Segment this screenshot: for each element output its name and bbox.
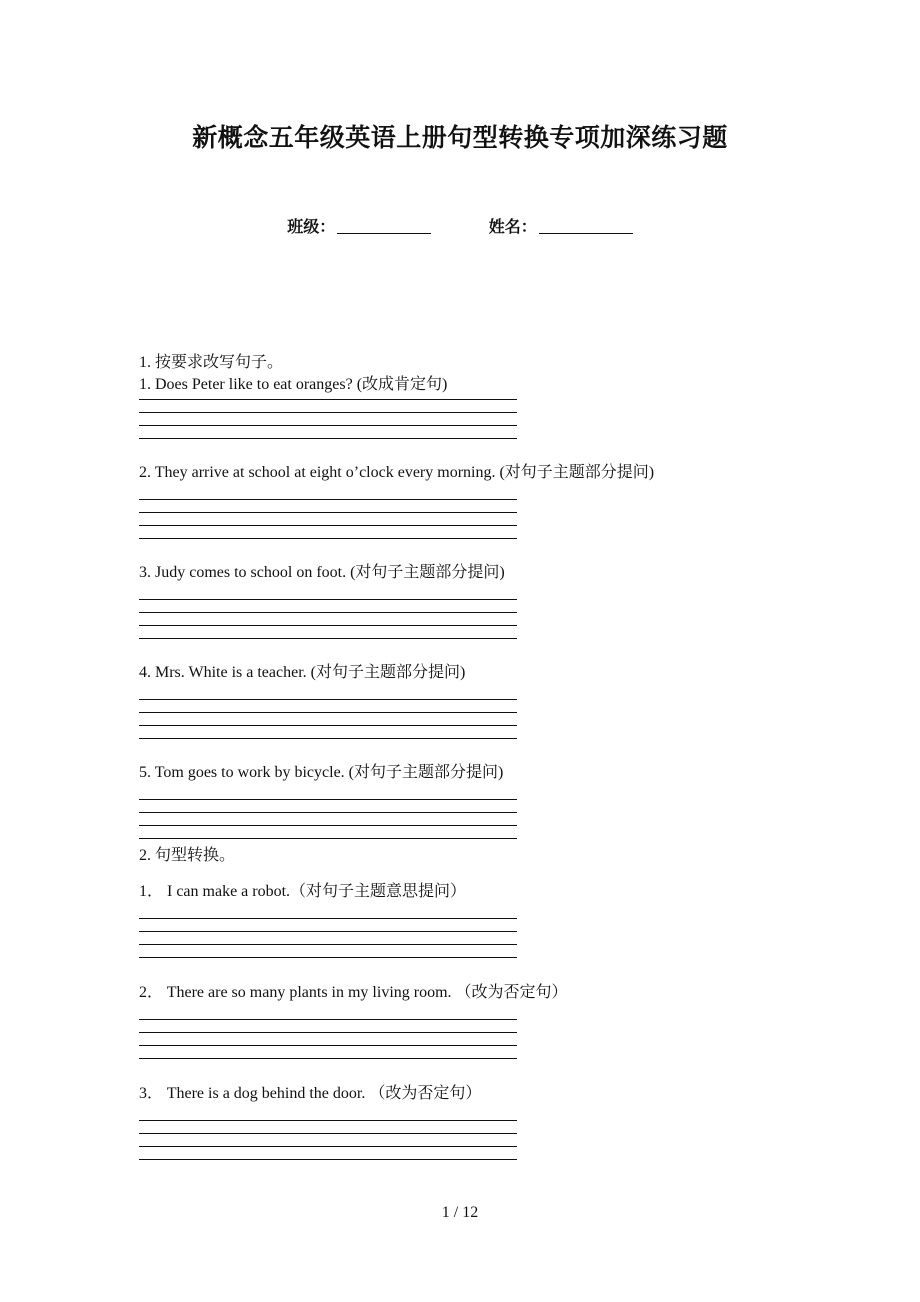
answer-line[interactable]: [139, 1108, 517, 1121]
answer-line[interactable]: [139, 400, 517, 413]
answer-area[interactable]: [139, 687, 517, 739]
answer-line[interactable]: [139, 587, 517, 600]
answer-line[interactable]: [139, 1033, 517, 1046]
answer-line[interactable]: [139, 413, 517, 426]
answer-line[interactable]: [139, 487, 517, 500]
question-text: 3. Judy comes to school on foot. (对句子主题部分提问): [139, 564, 505, 581]
question-text: 3． There is a dog behind the door. （改为否定句）: [139, 1085, 482, 1102]
name-blank[interactable]: [539, 233, 633, 234]
question-text: 1． I can make a robot.（对句子主题意思提问）: [139, 883, 467, 900]
question-block: [139, 374, 779, 439]
answer-line[interactable]: [139, 1007, 517, 1020]
answer-line[interactable]: [139, 713, 517, 726]
answer-area[interactable]: [139, 399, 517, 439]
question-block: [139, 562, 779, 639]
answer-line[interactable]: [139, 932, 517, 945]
answer-line[interactable]: [139, 1147, 517, 1160]
answer-area[interactable]: [139, 1108, 517, 1160]
answer-line[interactable]: [139, 426, 517, 439]
question-block: [139, 982, 779, 1059]
answer-line[interactable]: [139, 626, 517, 639]
class-field: [287, 214, 431, 237]
section-rewrite: [139, 352, 779, 839]
answer-line[interactable]: [139, 600, 517, 613]
name-label: 姓名：: [488, 217, 537, 236]
answer-area[interactable]: [139, 587, 517, 639]
answer-line[interactable]: [139, 526, 517, 539]
section-sentence-transform: [139, 845, 779, 1160]
student-info-row: [0, 214, 920, 237]
answer-area[interactable]: [139, 787, 517, 839]
question-block: [139, 662, 779, 739]
answer-line[interactable]: [139, 1046, 517, 1059]
answer-line[interactable]: [139, 500, 517, 513]
answer-line[interactable]: [139, 687, 517, 700]
page-number: 1 / 12: [441, 1204, 479, 1221]
question-block: [139, 462, 779, 539]
question-block: [139, 1083, 779, 1160]
answer-line[interactable]: [139, 906, 517, 919]
question-text: 2. They arrive at school at eight o’clock every morning. (对句子主题部分提问): [139, 464, 655, 481]
name-field: [489, 214, 633, 237]
question-text: 5. Tom goes to work by bicycle. (对句子主题部分提问): [139, 764, 504, 781]
answer-line[interactable]: [139, 726, 517, 739]
question-text: 1. Does Peter like to eat oranges? (改成肯定句): [139, 376, 448, 393]
answer-line[interactable]: [139, 1121, 517, 1134]
answer-area[interactable]: [139, 906, 517, 958]
answer-line[interactable]: [139, 945, 517, 958]
question-block: [139, 881, 779, 958]
answer-line[interactable]: [139, 1020, 517, 1033]
answer-line[interactable]: [139, 813, 517, 826]
question-text: 4. Mrs. White is a teacher. (对句子主题部分提问): [139, 664, 466, 681]
section-heading: 1. 按要求改写句子。: [139, 354, 284, 371]
answer-area[interactable]: [139, 1007, 517, 1059]
answer-line[interactable]: [139, 1134, 517, 1147]
section-heading: 2. 句型转换。: [139, 847, 236, 864]
answer-line[interactable]: [139, 826, 517, 839]
class-blank[interactable]: [337, 233, 431, 234]
answer-line[interactable]: [139, 700, 517, 713]
answer-area[interactable]: [139, 487, 517, 539]
answer-line[interactable]: [139, 513, 517, 526]
answer-line[interactable]: [139, 613, 517, 626]
question-text: 2． There are so many plants in my living room. （改为否定句）: [139, 984, 568, 1001]
exercise-content: [139, 352, 779, 1184]
class-label: 班级：: [287, 217, 336, 236]
answer-line[interactable]: [139, 787, 517, 800]
answer-line[interactable]: [139, 919, 517, 932]
question-block: [139, 762, 779, 839]
answer-line[interactable]: [139, 800, 517, 813]
page-title: 新概念五年级英语上册句型转换专项加深练习题: [192, 123, 728, 152]
